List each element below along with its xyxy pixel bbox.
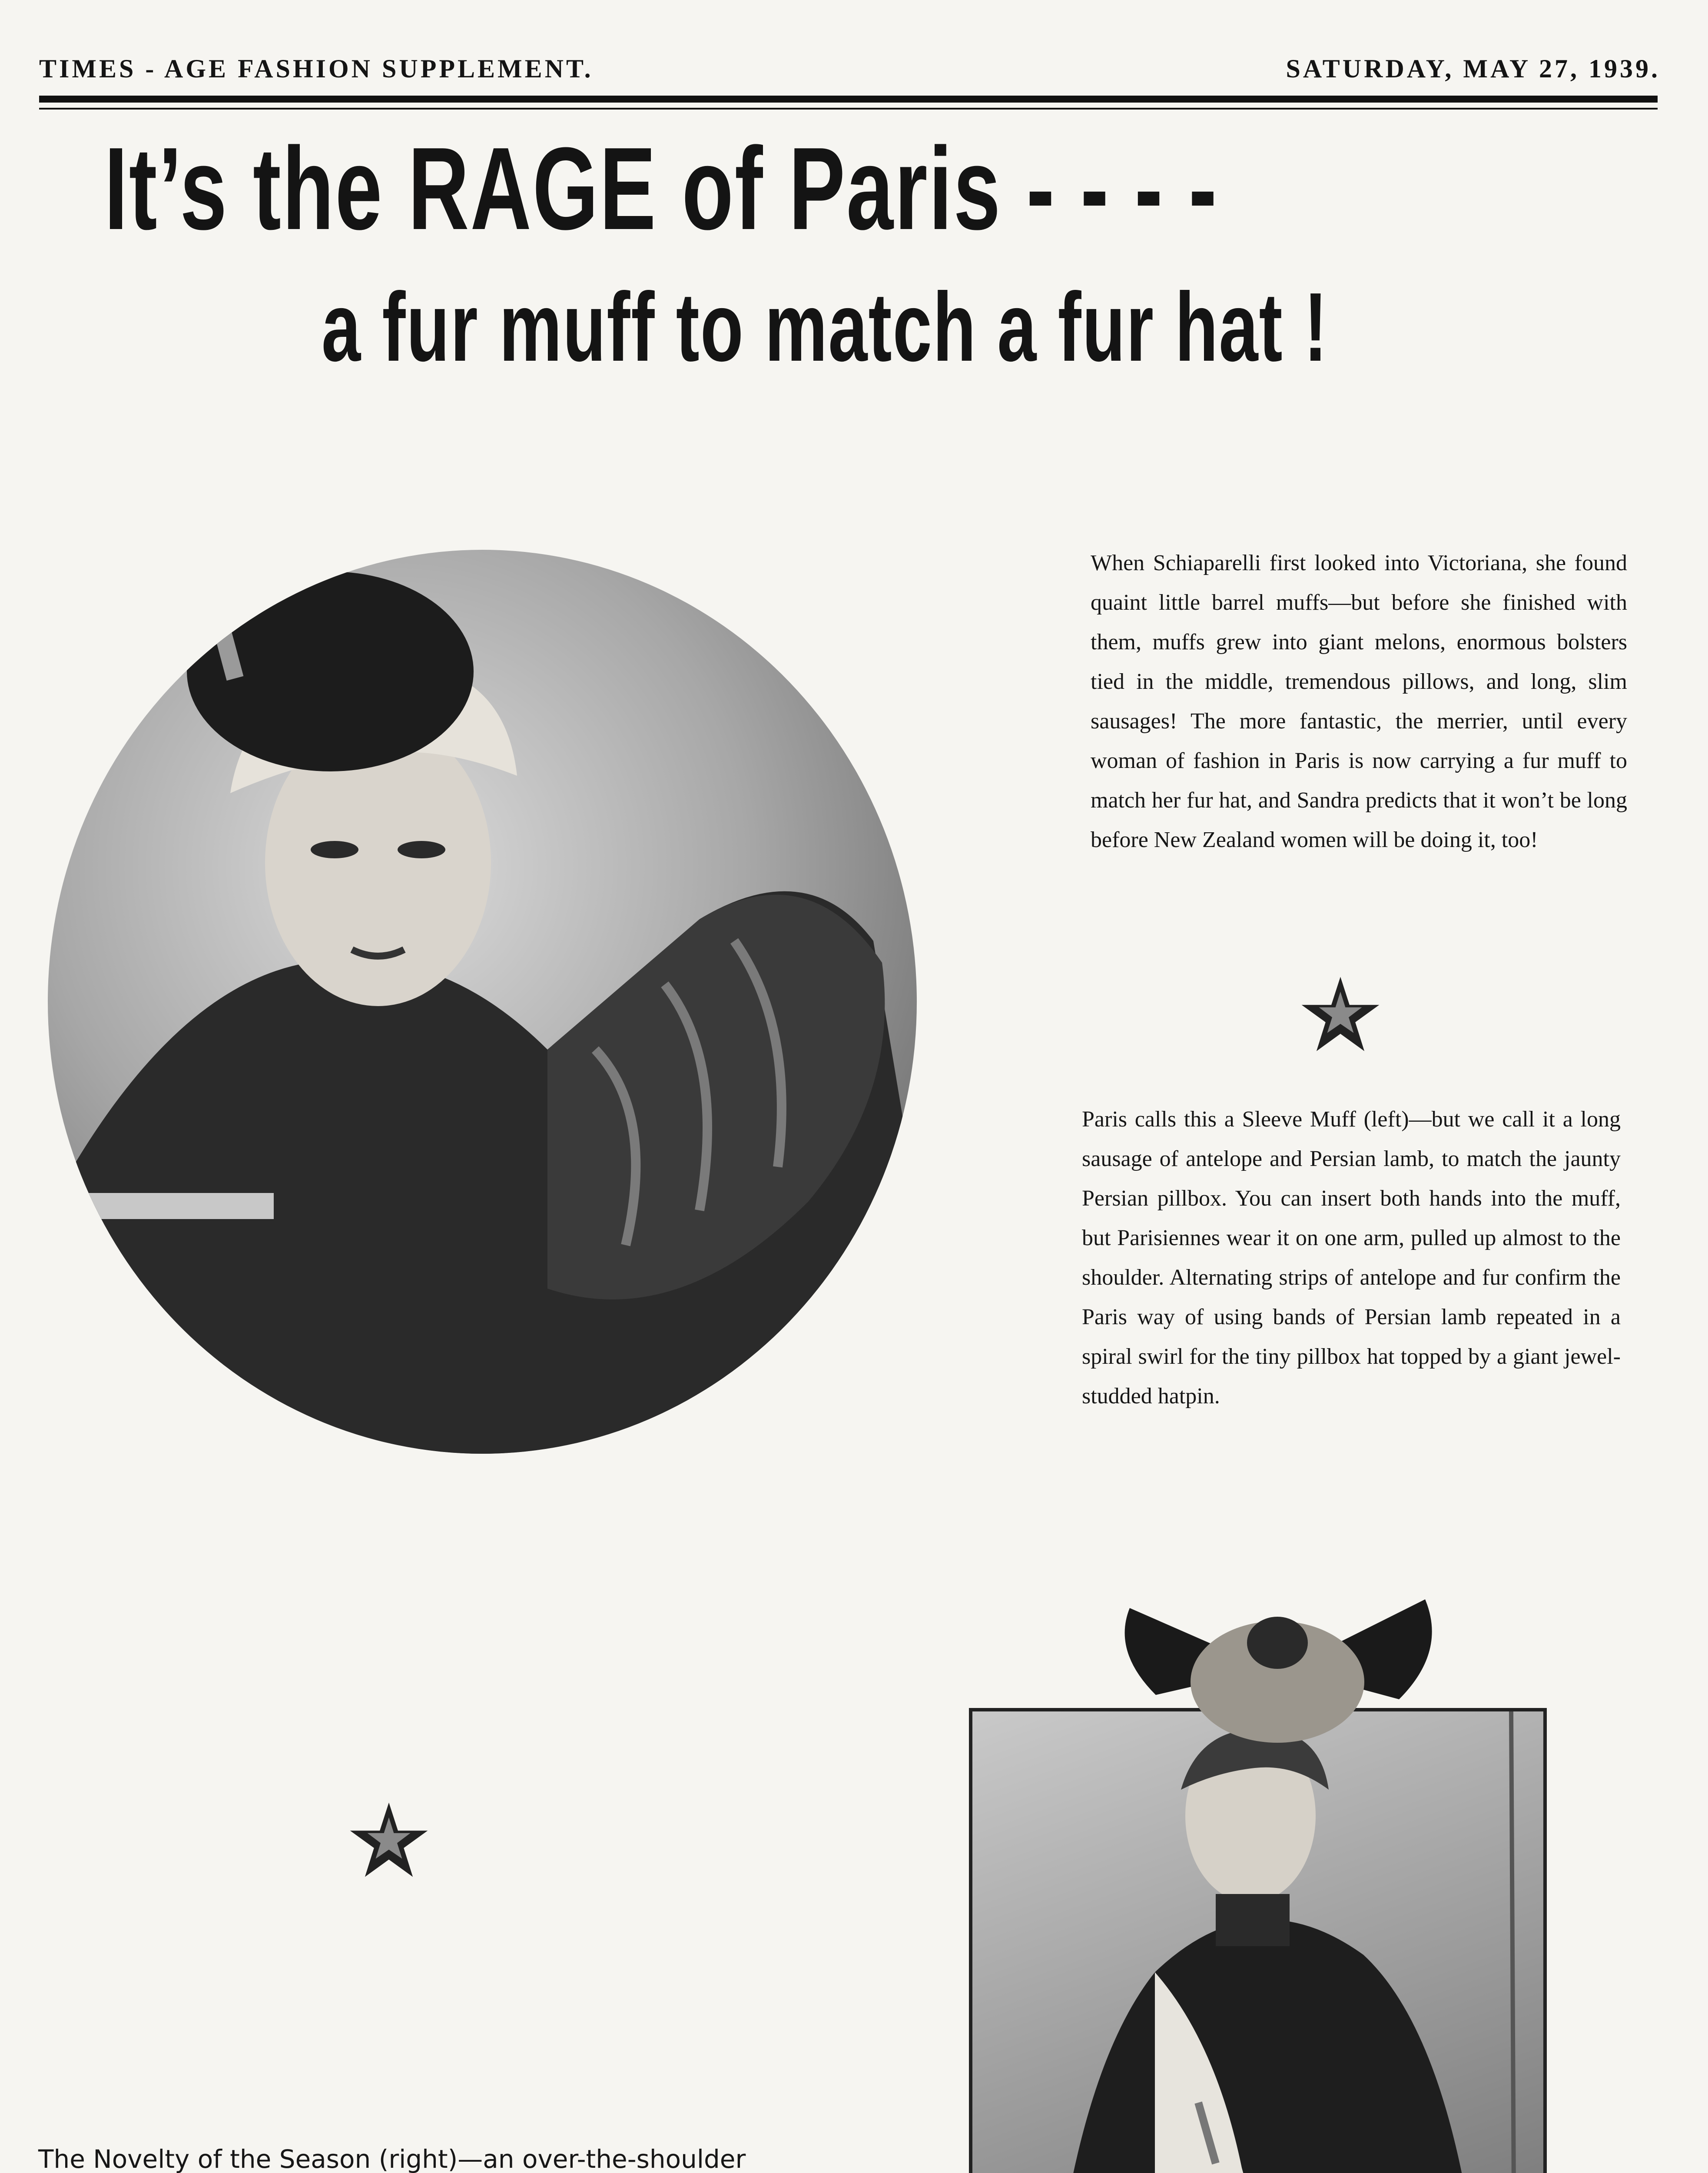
sleeve-muff-photo <box>48 550 917 1454</box>
masthead-date: SATURDAY, MAY 27, 1939. <box>1286 54 1660 83</box>
masthead-rule-thick <box>39 96 1658 103</box>
masthead-rule-thin <box>39 108 1658 110</box>
star-icon <box>1299 974 1382 1056</box>
masthead-publication: TIMES - AGE FASHION SUPPLEMENT. <box>39 54 594 83</box>
star-icon <box>348 1799 430 1882</box>
toque-bow <box>1104 1582 1451 1764</box>
schiaparelli-paragraph: When Schiaparelli first looked into Victoriana, she found quaint little barrel muffs—but before she finished with them, muffs grew into giant melons, enormous bolsters tied in the middle, tremendous pillows, and long, slim sausages! The more fantastic, the merrier, until every woman of fashion in Paris is now carrying a fur muff to match her fur hat, and Sandra predicts that it won’t be long before New Zealand women will be doing it, too! <box>1091 551 1627 852</box>
novelty-paragraph: The Novelty of the Season (right)—an over-the-shoulder <box>38 2144 746 2173</box>
sleeve-muff-paragraph: Paris calls this a Sleeve Muff (left)—but we call it a long sausage of antelope and Persian lamb, to match the jaunty Persian pillbox. You can insert both hands into the muff, but Parisiennes wear it on one arm, pulled up almost to the shoulder. Alternating strips of antelope and fur confirm the Paris way of using bands of Persian lamb repeated in a spiral swirl for the tiny pillbox hat topped by a giant jewel-studded hatpin. <box>1082 1107 1621 1409</box>
headline-line-1: It’s the RAGE of Paris - - - - <box>104 123 1218 254</box>
sleeve-muff-illustration <box>48 550 917 1454</box>
headline-line-2: a fur muff to match a fur hat ! <box>322 272 1329 382</box>
opossum-muff-illustration <box>972 1711 1543 2173</box>
opossum-muff-photo <box>969 1708 1547 2173</box>
